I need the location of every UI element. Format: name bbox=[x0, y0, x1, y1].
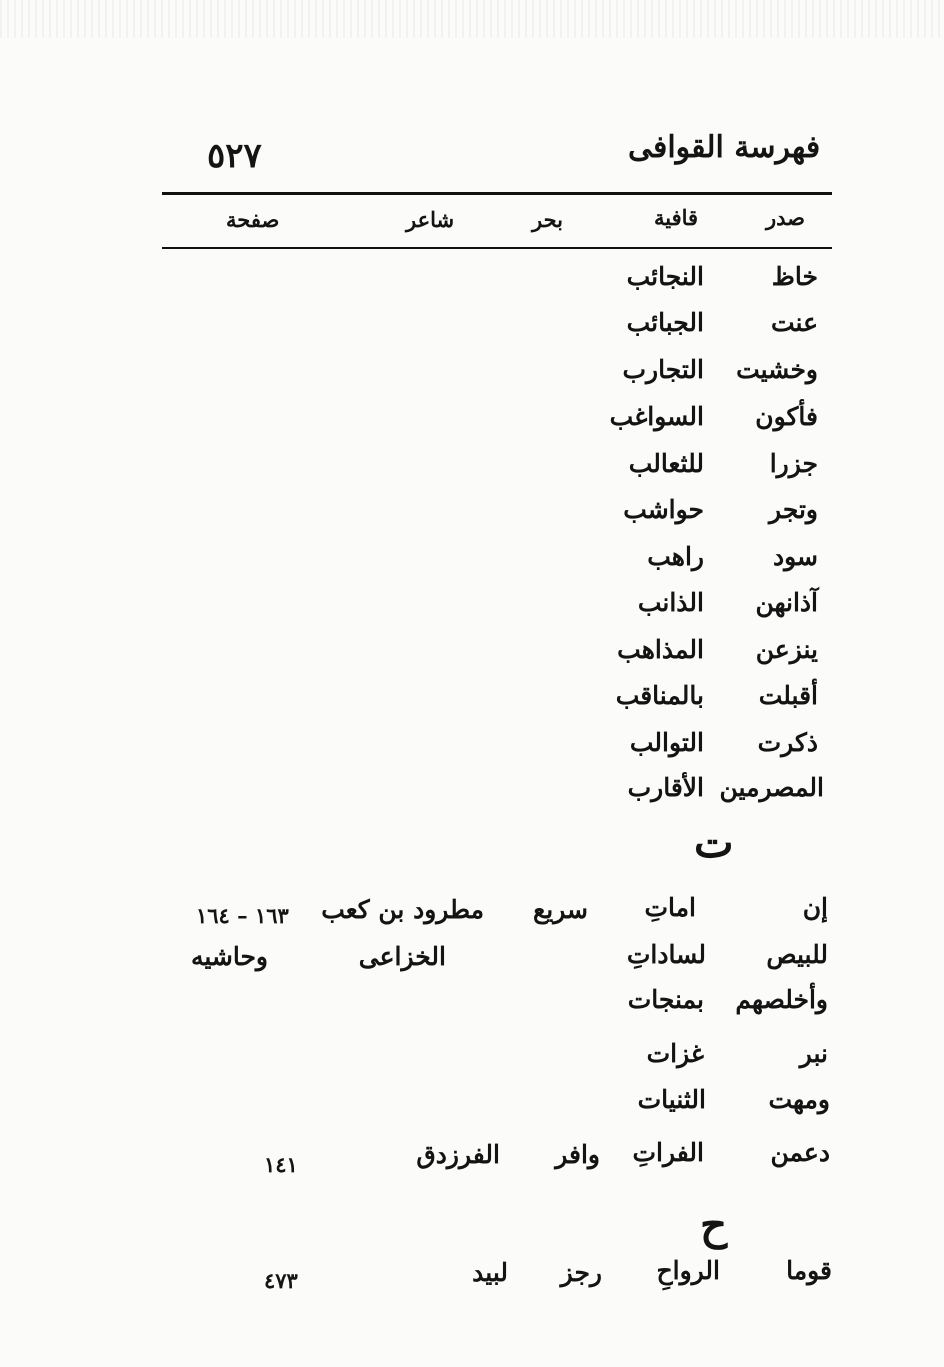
table-row-qafiya: الفراتِ bbox=[632, 1138, 704, 1167]
table-row-qafiya: النجائب bbox=[626, 262, 704, 291]
table-row-sadr: جزرا bbox=[769, 449, 818, 478]
table-row-qafiya: اماتِ bbox=[644, 893, 696, 922]
table-row-qafiya: التجارب bbox=[622, 355, 704, 384]
table-row-sadr: وتجر bbox=[769, 495, 818, 524]
table-row-bahr: سريع bbox=[532, 895, 588, 924]
table-row-sadr: عنت bbox=[770, 308, 818, 337]
table-row-sadr: نبر bbox=[799, 1039, 828, 1068]
table-row-sadr: خاظ bbox=[771, 262, 818, 291]
table-row-sadr: قوما bbox=[786, 1256, 832, 1285]
table-row-shaer: لبيد bbox=[472, 1258, 508, 1287]
table-row-qafiya: الأقارب bbox=[627, 773, 704, 802]
column-header-sadr: صدر bbox=[766, 205, 805, 230]
header-bottom-rule bbox=[162, 247, 832, 249]
table-row-sadr: فأكون bbox=[755, 402, 818, 431]
table-row-sadr: ينزعن bbox=[755, 635, 818, 664]
column-header-safha: صفحة bbox=[226, 207, 280, 232]
scan-noise-edge bbox=[0, 0, 944, 38]
table-row-qafiya: الذانب bbox=[637, 588, 704, 617]
table-row-qafiya: التوالب bbox=[629, 728, 704, 757]
table-row-qafiya: للثعالب bbox=[628, 449, 704, 478]
table-row-sadr: إن bbox=[802, 893, 828, 922]
page-number: ٥٢٧ bbox=[207, 136, 262, 176]
top-rule bbox=[162, 192, 832, 195]
table-row-shaer: الخزاعى bbox=[358, 942, 446, 971]
section-letter-ha: ح bbox=[700, 1200, 728, 1249]
table-row-bahr: وافر bbox=[555, 1140, 600, 1169]
table-row-sadr: وأخلصهم bbox=[735, 985, 828, 1014]
table-row-sadr: آذانهن bbox=[755, 588, 818, 617]
table-row-qafiya: الجبائب bbox=[626, 308, 704, 337]
table-row-safha: وحاشيه bbox=[190, 942, 268, 971]
table-row-sadr: للبيص bbox=[766, 940, 828, 969]
table-row-qafiya: لساداتِ bbox=[626, 940, 706, 969]
table-row-sadr: ذكرت bbox=[757, 728, 818, 757]
column-header-qafiya: قافية bbox=[654, 205, 699, 230]
table-row-qafiya: الرواحِ bbox=[656, 1256, 720, 1285]
table-row-safha: ١٦٣ – ١٦٤ bbox=[196, 903, 289, 928]
table-row-safha: ١٤١ bbox=[264, 1152, 298, 1177]
table-row-qafiya: راهب bbox=[647, 542, 704, 571]
table-row-sadr: ومهت bbox=[768, 1085, 830, 1114]
table-row-sadr: وخشيت bbox=[736, 355, 818, 384]
table-row-sadr: المصرمين bbox=[719, 773, 824, 802]
table-row-bahr: رجز bbox=[560, 1258, 602, 1287]
table-row-qafiya: بالمناقب bbox=[615, 681, 704, 710]
table-row-sadr: سود bbox=[773, 542, 818, 571]
table-row-safha: ٤٧٣ bbox=[264, 1268, 298, 1293]
table-row-qafiya: المذاهب bbox=[617, 635, 704, 664]
table-row-qafiya: الثنيات bbox=[637, 1085, 706, 1114]
page-title: فهرسة القوافى bbox=[628, 130, 821, 165]
table-row-qafiya: غزات bbox=[646, 1039, 704, 1068]
table-row-qafiya: بمنجات bbox=[627, 985, 704, 1014]
column-header-bahr: بحر bbox=[532, 207, 563, 232]
section-letter-ta: ت bbox=[694, 818, 734, 867]
table-row-sadr: دعمن bbox=[770, 1138, 830, 1167]
table-row-qafiya: السواغب bbox=[609, 402, 704, 431]
table-row-shaer: مطرود بن كعب bbox=[321, 895, 484, 924]
table-row-qafiya: حواشب bbox=[623, 495, 704, 524]
table-row-shaer: الفرزدق bbox=[416, 1140, 500, 1169]
table-row-sadr: أقبلت bbox=[758, 681, 818, 710]
column-header-shaer: شاعر bbox=[406, 207, 455, 232]
